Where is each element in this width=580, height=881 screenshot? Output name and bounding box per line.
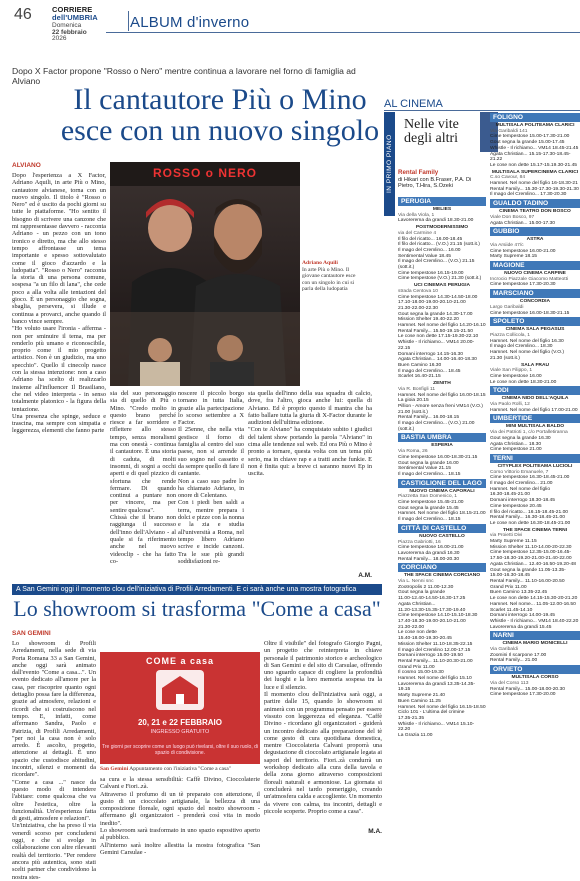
showtime-row: Il filo del ricatto... 16.00-18.45 bbox=[398, 236, 463, 242]
article1-location: ALVIANO bbox=[12, 162, 41, 169]
article1-column-3: noscere il piccolo borgo tornano in tutta Italia, grazie alla partecipazione lo scorso settembre a X Factor. Il 25enne, che nella vita gestisce il forno di famiglia al centro del suo paese, non si arrende il suo sogno nel cassetto e da sempre quello di fare il cantante. Non a caso suo padre lo ha chiamato Adriano, in onore di Celentano. Con i piedi ben saldi a terra, mentre prepara i dolci e pizze con la nonna e la zia e studia all'università a Roma, nel tempo libero Adriano scrive e incide canzoni. Tra le sue più grandi soddisfazioni re- bbox=[178, 390, 244, 565]
photo-caption bbox=[302, 260, 362, 293]
showtime-row: La gioia 20.15 bbox=[398, 398, 429, 404]
cinema-venue-name: SALA FRAU bbox=[520, 362, 550, 368]
showtime-row: Hamnet. Nel nome del figlio 16.15-18.50 bbox=[398, 704, 486, 710]
cinema-city-header: GUBBIO bbox=[490, 227, 580, 236]
rental-title: Rental Family bbox=[398, 169, 439, 176]
cinema-venue-name: CONCORDIA bbox=[519, 299, 551, 305]
showtime-row: Rental Family... 15.50-19.15-21.50 bbox=[398, 328, 473, 334]
showtime-row: 21.30-22.00 bbox=[398, 624, 425, 630]
cinema-venue-address: Via del Corso 113 bbox=[490, 680, 529, 686]
showtime-row: 15.00-16.30-18.45 bbox=[490, 573, 530, 579]
showtime-row: Cime tempestose 12.35-15.00-16.45- bbox=[490, 550, 572, 556]
showtime-row: Lavorerema da grandi 15.45 bbox=[490, 624, 552, 630]
singer-photo-image bbox=[110, 162, 300, 386]
showtime-row: Rental Family... 21.00 bbox=[490, 658, 538, 664]
issue-date: 22 febbraio bbox=[52, 28, 87, 36]
photo-title: ROSSO o NERO bbox=[152, 166, 257, 180]
showtime-row: Whistle - Il richiamo... VM14 18.40-22.20 bbox=[490, 618, 579, 624]
showtime-row: Marty Supreme 21.40 bbox=[398, 693, 446, 699]
showtime-row: Marty Supreme 11.15 bbox=[490, 539, 537, 545]
poster-note: Tre giorni per scoprire come un luogo può rivelarsi, oltre il suo ruolo, di spazio di condivisione. bbox=[102, 744, 258, 756]
showtime-row: Gout segna la grande 15.00-17.45 bbox=[490, 140, 565, 146]
cinema-venue-address: Viale Don Bosco, 97 bbox=[490, 214, 535, 220]
cinema-venue-address: Via Garibaldi 141 bbox=[490, 128, 528, 134]
showtime-row: Il mago del Cremlino 12.00-17.15 bbox=[398, 647, 471, 653]
cinema-venue-name: MINI MULTISALA BALDO bbox=[505, 424, 565, 430]
showtime-row: Cime tempestose 17.30-20.00 bbox=[490, 692, 556, 698]
showtime-row: Cime tempestose 16.30-18.45-21.00 bbox=[490, 475, 570, 481]
showtime-row: 17.35-21.35 bbox=[398, 715, 425, 721]
section-divider bbox=[128, 11, 129, 31]
showtime-row: Cime tempestose 14.30-14.50-18.00 bbox=[398, 294, 478, 300]
showtime-row: Le cose non dette 17.15-19.30-22.10 bbox=[398, 334, 479, 340]
article-photo bbox=[110, 162, 300, 386]
showtime-row: 11.20-13.30-15.35-17.30-19.40 bbox=[398, 607, 466, 613]
cinema-city-header: MAGIONE bbox=[490, 261, 580, 270]
caption-name: Adriano Aquili bbox=[302, 260, 338, 266]
showtime-row: La Grazia 11.00 bbox=[398, 733, 433, 739]
cinema-venue-address: Largo Garibaldi bbox=[490, 304, 524, 310]
showtime-row: Rental Family... 11.10-20.30-21.00 bbox=[398, 658, 473, 664]
event-poster bbox=[100, 652, 260, 764]
cinema-venue-address: C.so Cavour, 84 bbox=[490, 175, 526, 181]
cinema-listings-right bbox=[490, 112, 580, 838]
showtime-row: Grand Prix 11.00 bbox=[490, 584, 527, 590]
showtime-row: Agata Christian... 15.00-17.30 bbox=[490, 220, 555, 226]
poster-caption-place: San Gemini bbox=[100, 766, 129, 772]
cinema-venue-name: CINEMA SALA PEGASUS bbox=[505, 327, 565, 333]
cinema-venue-address: Corso Vittorio Emanuele, 7 bbox=[490, 469, 549, 475]
showtime-row: Il mago del Cremlino... (V.O.) 21.00 (sott.it.) bbox=[398, 421, 475, 432]
showtime-row: Agata Christian... bbox=[398, 601, 436, 607]
showtime-row: Mission Shelter 19.40-22.20 bbox=[398, 317, 459, 323]
header-rule bbox=[106, 32, 580, 33]
showtime-row: Gout segna la grande 14.30-17.00 bbox=[398, 311, 473, 317]
showtime-row: Sentimental Value 18.45 bbox=[398, 253, 451, 259]
cinema-venue-name: ZENITH bbox=[433, 381, 451, 387]
showtime-row: Le cose non dette bbox=[398, 630, 437, 636]
cinema-venue-address: via del Carmine 4 bbox=[398, 230, 437, 236]
article1-signature: A.M. bbox=[358, 572, 372, 579]
cinema-city-header: PERUGIA bbox=[398, 197, 486, 206]
showtime-row: Whistle - Il richiamo... VM14 18.45-21.45 bbox=[490, 145, 579, 151]
showtime-row: Il mago del Cremlino... 18.45 bbox=[398, 368, 461, 374]
cinema-city-header: UMBERTIDE bbox=[490, 414, 580, 423]
newspaper-logo bbox=[52, 6, 98, 43]
article2-signature: M.A. bbox=[368, 828, 382, 835]
cinema-venue-name: ESPERIA bbox=[431, 443, 453, 449]
poster-dates: 20, 21 e 22 FEBBRAIO bbox=[137, 718, 223, 727]
cinema-city-header: CITTÀ DI CASTELLO bbox=[398, 524, 486, 533]
showtime-row: Rental Family... 15.00-18.00-20.30 bbox=[490, 686, 565, 692]
showtime-row: Cime tempestose 16.00 bbox=[490, 373, 542, 379]
showtime-row: Gout segna la grande bbox=[398, 590, 446, 596]
showtime-row: Cime tempestose 15.00-17.30-21.00 bbox=[490, 134, 570, 140]
showtime-row: Cime tempestose 14.10-15.10-18.30 bbox=[398, 613, 478, 619]
showtime-row: Il mago del Cremlino... 21.00 bbox=[490, 481, 553, 487]
showtime-row: Lavorerema da grandi 13.35-14.35-19.15 bbox=[398, 681, 475, 693]
showtime-row: Hamnet. Nel nome del figlio 16.00-18.15 bbox=[398, 392, 486, 398]
showtime-row: Domani interrogo 14.00-19.45 bbox=[490, 613, 555, 619]
cinema-venue-name: POSTMODERNISSIMO bbox=[415, 225, 469, 231]
showtime-row: Gout segna la grande 16.30 bbox=[490, 435, 551, 441]
showtime-row: Gout segna la grande 11.05-13.35- bbox=[490, 567, 566, 573]
showtime-row: Hamnet. Nel nome del figlio bbox=[490, 486, 551, 492]
poster-caption-text: Appuntamento con l'iniziativa "Come a casa" bbox=[129, 766, 231, 772]
cinema-venue-name: NUOVO CINEMA CARPINE bbox=[504, 271, 566, 277]
showtime-row: Domani interrogo 14.15-16.30 bbox=[398, 351, 463, 357]
issue-day: Domenica bbox=[52, 22, 82, 29]
showtime-row: Pillion - Amore senza freni VM14 (V.O.) bbox=[398, 403, 483, 409]
article2-column-3: Oltre il visibile" del fotografo Giorgio Pagni, un progetto che reinterpreta in chiave personale il patrimonio storico e archeologico di San Gemini e del sito di Carsulae, offrendo uno sguardo capace di cogliere la profondità dei luoghi e la loro memoria sospesa tra la luce e il silenzio. Il momento clou dell'iniziativa sarà oggi, a partire dalle 15, quando lo showroom si animerà con un programma pensato per essere vissuto con leggerezza ed eleganza. "Caffè Divino - ricordano gli organizzatori - guiderà un incontro dedicato alla preparazione del tè come gesto di cura quotidiana domestica, mentre Cioccolateria Calvani proporrà una degustazione di cioccolato artigianale legata ai sapori del territorio. Fiori..zà condurrà un workshop dedicato alla cura della tavola e della zona giorno attraverso composizioni floreali naturali e armoniose. La giornata si concluderà nel tardo pomeriggio, creando un'atmosfera calda e accogliente. Un momento da vivere con calma, tra incontri, dettagli e piccole scoperte. Proprio come a casa". bbox=[264, 640, 382, 815]
article2-headline: Lo showroom si trasforma "Come a casa" bbox=[13, 596, 381, 621]
cinema-venue-name: CINEMA NIDO DELL'AQUILA bbox=[501, 396, 569, 402]
showtime-row: Hamnet. Nel nome del figlio 14.20-16.10 bbox=[398, 323, 486, 329]
showtime-row: Le cose non dette 18.30-21.00 bbox=[490, 379, 557, 385]
showtime-row: Zoomini Il scarpone 17.00 bbox=[490, 652, 547, 658]
showtime-row: 17.10-18.00-19.00-20.10-21.00 bbox=[398, 300, 466, 306]
showtime-row: Hamnet. Nel nome del figlio 18.15-21.00 bbox=[398, 511, 486, 517]
showtime-row: Zootropolis 2 11.00-12.30 bbox=[398, 584, 454, 590]
showtime-row: Il mago del Cremlino... 18.15 bbox=[398, 471, 461, 477]
article1-column-2: sia del suo personaggio sia di quello di Più o Mino. "Credo molto in questo brano perché riesce a far sorridere e riflettere allo stesso tempo, senza moralismi ma con onestà - continua il cantautore. È una storia di caduta, di molti insomni, di sogni a occhi aperti e di quel pizzico di sfortuna che rende fermare. Di quando continui a puntare non per vincere, ma per sentire qualcosa". Chissà che il brano non raggiunga il successo dell'inno dell'Alviano - al quale si fa riferimento anche nel nuovo videoclip - che ha fatto co- bbox=[110, 390, 176, 565]
showtime-row: Le cose non dette 14.15-15.30-20-21.20 bbox=[490, 596, 578, 602]
cinema-section-title: AL CINEMA bbox=[384, 98, 443, 110]
showtime-row: 15.40-18.00-19.30-20.45 bbox=[398, 636, 452, 642]
cinema-rule bbox=[384, 110, 580, 111]
issue-year: 2026 bbox=[52, 35, 67, 42]
showtime-row: Cime tempestose (V.O.) 21.30 (sott.it.) bbox=[398, 276, 482, 282]
showtime-row: Agata Christian... 12.40-16.50-19.20-48 bbox=[490, 561, 576, 567]
cinema-venue-name: UCI CINEMAS PERUGIA bbox=[414, 283, 470, 289]
showtime-row: Buen Camino 11.25 bbox=[398, 698, 441, 704]
cinema-venue-address: Via Arsiide 47/c bbox=[490, 242, 524, 248]
showtime-row: Cime tempestose 17.30-20.30 bbox=[490, 282, 556, 288]
caption-text: In arte Più o Mino. Il giovane cantautore esce con un singolo in cui si parla della ludopatia bbox=[302, 266, 356, 293]
showtime-row: Marty Supreme 18.15 bbox=[490, 254, 538, 260]
showtime-row: 21.30-22.00-22.30 bbox=[398, 305, 438, 311]
showtime-row: Il mago del Cremlino... 18.15 bbox=[398, 517, 461, 523]
showtime-row: Hamnet. Nel nome del figlio 16-18.30-21 bbox=[490, 181, 578, 187]
showtime-row: Il mago del Cremlino... 16.00 bbox=[398, 247, 461, 253]
showtime-row: Whistle - Il richiamo... VM14 15.10-22.20 bbox=[398, 721, 475, 733]
cinema-venue-address: Via L. Nenni snc bbox=[398, 579, 434, 585]
cinema-city-header: CASTIGLIONE DEL LAGO bbox=[398, 479, 486, 488]
showtime-row: Domani interrogo 18.30-18.45 bbox=[490, 498, 555, 504]
cinema-venue-address: Via Roma, 26 bbox=[398, 449, 428, 455]
article2-column-2: sa cura e la stessa sensibilità: Caffè Divino, Cioccolaterie Calvani e Fiori..zà. Attraverso il profumo di un tè preparato con attenzione, il gusto di un cioccolato artigianale, la bellezza di una composizione floreale, ogni spazio del nostro showroom - affermano gli organizzatori - prenderà così vita in modo inedito". Lo showroom sarà trasformato in uno spazio espositivo aperto al pubblico. All'interno sarà inoltre allestita la mostra fotografica "San Gemini Carsulae - bbox=[100, 776, 260, 856]
article2-kicker: A San Gemini oggi il momento clou dell'iniziativa di Profili Arredamenti. E ci sarà anche una mostra fotografica bbox=[12, 584, 382, 595]
showtime-row: Le cose non dette 15.17-15.19.30-21.45 bbox=[490, 162, 578, 168]
showtime-row: Scarlet 11.45-14.10 bbox=[490, 607, 533, 613]
poster-title: COME a casa bbox=[145, 656, 215, 666]
cinema-city-header: TERNI bbox=[490, 454, 580, 463]
cinema-venue-name: CITYPLEX POLITEAMA LUCIOLI bbox=[497, 463, 573, 469]
showtime-row: Buen Camino 13.35-22.45 bbox=[490, 590, 548, 596]
showtime-row: Il cosmo 15.00-19.30 bbox=[398, 670, 444, 676]
showtime-row: Lavorerema da grandi 16.30 bbox=[398, 550, 460, 556]
logo-brand-b: dell'UMBRIA bbox=[52, 12, 98, 22]
featured-film-title: Nelle vite degli altri bbox=[404, 117, 459, 146]
cinema-venue-address: Piazza Collicola, 1 bbox=[490, 332, 530, 338]
showtime-row: Whistle - Il richiamo... VM14 20.00-22.15 bbox=[398, 340, 475, 351]
showtime-row: Hamnet. Nel nome del figlio 16.30 bbox=[490, 338, 564, 344]
showtime-row: Lavorerema da grandi 18.30-21.00 bbox=[398, 218, 474, 224]
cinema-venue-name: THE SPACE CINEMA CORCIANO bbox=[403, 573, 481, 579]
showtime-row: 21.30 (sott.it.) bbox=[490, 355, 520, 361]
logo-brand-a: CORRIERE bbox=[52, 5, 93, 14]
showtime-row: 17.50-18.30-19.20-21.00-21.40-22.00 bbox=[490, 556, 572, 562]
cinema-venue-name: MULTISALA SUPERCINEMA CLARICI bbox=[491, 169, 579, 175]
cinema-venue-address: Via R. Bonfigli 11 bbox=[398, 386, 436, 392]
showtime-row: Cime tempestose 16.00-18.30-21.15 bbox=[490, 310, 570, 316]
showtime-row: Hamnet. Nel nome del figlio (V.O.) bbox=[490, 350, 565, 356]
cinema-venue-name: MULTISALA POLITEAMA CLARICI bbox=[495, 123, 575, 128]
article1-column-4: sta quella dell'inno della sua squadra di calcio, dove, fra l'altro, gioca anche lui: quella di Alviano. Ed è proprio questo il mantra che ha fatto ballare tutta la giuria di X-Factor durante le audizioni dell'ultima edizione. "Con te Alviano" ha conquistato subito i giudici del talent show portando la parola "Alviano" in cima alle tendenze sul web. Ed ora Più o Mino è pronto a tornare, questa volta con un tema più serio, ma in chiave rap e a tratti anche funkie. E non è finita qui: a breve ci saranno nuovi Ep in uscita. bbox=[248, 390, 372, 478]
showtime-row: Le cose non dette 16.30-18.45-21.00 bbox=[490, 520, 571, 526]
cinema-city-header: NARNI bbox=[490, 631, 580, 640]
cinema-venue-address: Piazzetta San Domenico, 1 bbox=[398, 494, 457, 500]
showtime-row: Gout segna la grande 16.00 bbox=[398, 460, 459, 466]
cinema-city-header: FOLIGNO bbox=[490, 113, 580, 122]
showtime-row: Hamnet. Nel nome del figlio 17.00-21.00 bbox=[490, 407, 578, 413]
showtime-row: Cime tempestose 16.15-19.00 bbox=[398, 270, 464, 276]
poster-subtitle: INGRESSO GRATUITO bbox=[150, 729, 210, 735]
showtime-row: Il mago del Cremlino... 17.30-20.30 bbox=[490, 192, 567, 198]
cinema-venue-address: strada Centova 10 bbox=[398, 288, 438, 294]
cinema-venue-address: Piazza Gabriotti, 16 bbox=[398, 539, 441, 545]
showtime-row: 16.30-18.45-21.00 bbox=[490, 492, 530, 498]
showtime-row: Rental Family... 18.00-20.30 bbox=[398, 556, 460, 562]
showtime-row: Il mago del Cremlino... 18.30 bbox=[490, 344, 553, 350]
cinema-venue-name: CINEMA MARIO MONICELLI bbox=[502, 641, 568, 647]
showtime-row: Il filo del ricatto... (V.O.) 21.15 (sott.it.) bbox=[398, 242, 480, 248]
showtime-row: Hamnet. Nel nome... 11.05-12.00-16.50 bbox=[490, 601, 576, 607]
poster-caption bbox=[100, 766, 260, 772]
article2-location: SAN GEMINI bbox=[12, 630, 51, 637]
featured-film-info bbox=[398, 170, 482, 190]
showtime-row: Cime tempestose 16.00-21.00 bbox=[490, 248, 556, 254]
cinema-city-header: GUALDO TADINO bbox=[490, 199, 580, 208]
showtime-row: Cime tempestose 16.00-21.00 bbox=[398, 545, 464, 551]
cinema-venue-address: Via Paolo Rolli, 12 bbox=[490, 402, 530, 408]
article1-column-1: Dopo l'esperienza a X Factor, Adriano Aquili, in arte Più o Mino, cantautore alvianese, torna con un nuovo singolo. Il titolo è "Rosso o Nero" ed è uscito da pochi giorni su tutte le piattaforme. "Ho sentito il bisogno di scrivere una canzone che mi rappresentasse davvero - racconta Adriano - un pezzo con un tono ironico e diretto, ma che allo stesso tempo affrontasse un tema importante e spesso sottovalutato come il gioco d'azzardo e la ludopatia". "Rosso o Nero" racconta la storia di una persona comune, sospesa "a un filo di lana", che cede poco a alla volta alle tentazioni del gioco. È un personaggio che sogna, sbaglia, persevera, si illude e continua a provarci, anche quando il banco vince sempre. "Ho voluto usare l'ironia - afferma - non per sminuire il tema, ma per renderlo più umano e riconoscibile, proprio come il mio progetto artistico. Non è un giudizio, ma uno specchio". Quello il cinecolp nasce con la stessa intenzione: non a caso Adriano ha scelto di realizzarlo insieme all'influencer Il Brasiliano, che nel video interpreta - in senso totalmente platonico - la figura della tentazione. Una presenza che spinge, seduce e trascina, ma sempre con simpatia e leggerezza, elementi che fanno parte bbox=[12, 172, 106, 435]
cinema-venue-name: NUOVO CASTELLO bbox=[419, 533, 465, 539]
showtime-row: Rental Family... 15.30-17.30-19.30-21.30 bbox=[490, 186, 579, 192]
cinema-venue-address: Viale San Filippo, 1 bbox=[490, 368, 533, 374]
showtime-row: Il filo del ricatto... 16.15-18.45-21.00 bbox=[490, 509, 569, 515]
showtime-row: Cime tempestose 16.00-18.30-21.15 bbox=[398, 454, 478, 460]
cinema-listings-left bbox=[398, 196, 486, 838]
cinema-venue-name: MELIES bbox=[432, 207, 452, 212]
cinema-venue-address: via Proietti Divi bbox=[490, 533, 523, 539]
showtime-row: Buen Camino 16.30 bbox=[398, 362, 442, 368]
showtime-row: Cime tempestose 21.00 bbox=[490, 447, 542, 453]
cinema-venue-name: CINEMA TEATRO DON BOSCO bbox=[499, 209, 571, 215]
showtime-row: Ciclo 101 - L'ultima del crimine bbox=[398, 710, 465, 716]
showtime-row: Mission Shelter 11.10-18.35-22.15 bbox=[398, 641, 473, 647]
showtime-row: Cime tempestose 15.45-21.00 bbox=[398, 500, 464, 506]
showtime-row: Domani interrogo 15.00-19.50 bbox=[398, 653, 463, 659]
article1-headline: Il cantautore Più o Mino esce con un nuovo singolo bbox=[60, 83, 380, 147]
showtime-row: Mission Shelter 11.10-14.00-20-22.30 bbox=[490, 544, 572, 550]
cinema-city-header: ORVIETO bbox=[490, 665, 580, 674]
showtime-row: 11.00-12.40-14.50-16.30-17.25 bbox=[398, 596, 466, 602]
showtime-row: Sentimental Value 21.15 bbox=[398, 466, 451, 472]
cinema-city-header: BASTIA UMBRA bbox=[398, 433, 486, 442]
rental-credits: di Hikari con B.Fraser, P.A. Di Pietro, T.Hira, S.Ozeki bbox=[398, 176, 472, 190]
showtime-row: 21.00 (sott.it.) bbox=[398, 409, 428, 415]
cinema-venue-name: NUOVO CINEMA CAPORALI bbox=[409, 488, 475, 494]
cinema-venue-name: MULTISALA CORSO bbox=[511, 675, 559, 681]
cinema-venue-name: ASTRA bbox=[526, 237, 544, 243]
in-primo-piano-label: IN PRIMO PIANO bbox=[386, 134, 393, 194]
cinema-venue-address: Via dei Patrioti 1, c/o Portalletiranna bbox=[490, 430, 568, 436]
section-title: ALBUM d'inverno bbox=[130, 14, 250, 31]
article1-kicker: Dopo X Factor propone "Rosso o Nero" mentre continua a lavorare nel forno di famiglia ad Alviano bbox=[12, 66, 356, 86]
showtime-row: Rental Family... 16.00-18.15 bbox=[398, 415, 460, 421]
showtime-row: 17.40-18.30-19.00-20.10-21.00 bbox=[398, 619, 466, 624]
showtime-row: Il mago del Cremlino... (V.O.) 21.15 (sott.it.) bbox=[398, 259, 475, 271]
cinema-city-header: TODI bbox=[490, 386, 580, 395]
page-number: 46 bbox=[14, 6, 32, 23]
showtime-row: Rental Family... 16.30-18.45-21.00 bbox=[490, 515, 565, 521]
showtime-row: Hamnet. Nel nome del figlio 15.10 bbox=[398, 676, 472, 682]
showtime-row: Agata Christian... 14.00-16.40-18.30 bbox=[398, 357, 477, 363]
cinema-venue-address: Via della Viola, 1 bbox=[398, 212, 435, 218]
showtime-row: Gout segna la grande 15.45 bbox=[398, 505, 459, 511]
cinema-city-header: MARSCIANO bbox=[490, 289, 580, 298]
showtime-row: Agata Christian... 18.30 bbox=[490, 441, 542, 447]
showtime-row: Rental Family... 11.10-16.00-20.50 bbox=[490, 579, 565, 584]
showtime-row: Cime tempestose 20.45 bbox=[490, 503, 542, 509]
cinema-city-header: SPOLETO bbox=[490, 317, 580, 326]
cinema-venue-name: THE SPACE CINEMA TERNI bbox=[502, 527, 568, 533]
article2-column-1: Lo showroom di Profili Arredamenti, nella sede di via Porta Romana 33 a San Gemini, anche oggi sarà animato dall'evento "Come a casa...". Un evento dedicato all'amore per la casa, per riscoprire quanto ogni dettaglio possa fare la differenza, grazie ad atmosfere, relazioni e ricordi che si costruiscono nel tempo. E, infatti, come affermano Sandra, Paolo e Patrizia, di Profili Arredamenti, "per noi la casa non è solo arredo. È ascolto, progetto, attenzione ai dettagli. È uno spazio che custodisce abitudini, incontri, silenzi e momenti da ricordare". "Come a casa ..." nasce da questo modo di intendere l'abitare: come qualcosa che va oltre l'estetica, oltre la funzionalità. Un'esperienza fatta di gesti, atmosfere e relazioni". Un'iniziativa, che ha preso il via venerdì scorso per concludersi oggi, e che si svolge in collaborazione con altre rilevanti realtà del territorio. "Per rendere ancora più autentica, sono stati scelti partner che condividono la nostra stes- bbox=[12, 640, 96, 881]
cinema-venue-address: Incrocio Piazzale Giacomo Matteotti bbox=[490, 276, 569, 282]
showtime-row: Scarlet 16.40-21.15 bbox=[398, 374, 441, 380]
showtime-row: Grand Prix 11.00 bbox=[398, 664, 435, 670]
showtime-row: Agata Christian... 15.15-17.30-18.45-21.22 bbox=[490, 151, 571, 163]
cinema-city-header: CORCIANO bbox=[398, 563, 486, 572]
cinema-venue-address: Via Garibaldi bbox=[490, 647, 518, 653]
